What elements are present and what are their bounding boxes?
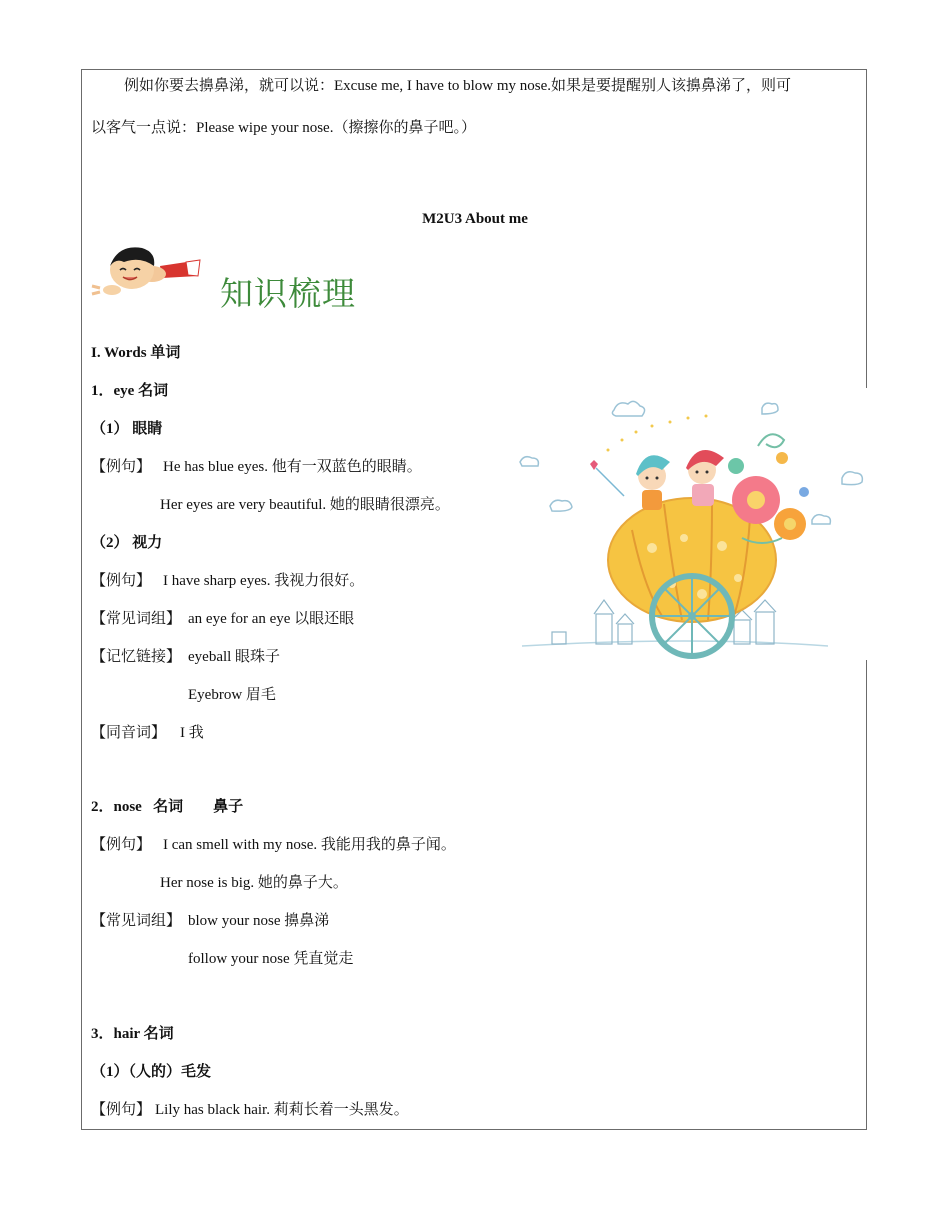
eye-example-tag: 【例句】 <box>91 459 152 475</box>
nose-phrase-tag: 【常见词组】 <box>91 913 182 929</box>
pumpkin-carriage-illustration <box>512 388 874 660</box>
nose-phrase-2: follow your nose 凭直觉走 <box>188 951 354 967</box>
word-hair-head: 3．hair 名词 <box>91 1026 174 1042</box>
eye-example-2: Her eyes are very beautiful. 她的眼睛很漂亮。 <box>160 497 450 513</box>
words-heading: I. Words 单词 <box>91 345 181 361</box>
nose-phrase-1: blow your nose 擤鼻涕 <box>188 913 330 929</box>
eye-homophone-tag: 【同音词】 <box>91 725 167 741</box>
eye-example-1: He has blue eyes. 他有一双蓝色的眼睛。 <box>163 459 422 475</box>
eye-sense-2: （2） 视力 <box>91 535 163 551</box>
intro-line-1: 例如你要去擤鼻涕，就可以说：Excuse me, I have to blow my nose.如果是要提醒别人该擤鼻涕了，则可 <box>124 78 792 94</box>
section-heading: 知识梳理 <box>220 274 356 313</box>
page-title: M2U3 About me <box>422 211 528 227</box>
eye-phrase-tag: 【常见词组】 <box>91 611 182 627</box>
eye-example-3: I have sharp eyes. 我视力很好。 <box>163 573 365 589</box>
nose-example-tag: 【例句】 <box>91 837 152 853</box>
eye-memory-2: Eyebrow 眉毛 <box>188 687 276 703</box>
flying-boy-illustration <box>90 244 205 306</box>
intro-line-2: 以客气一点说：Please wipe your nose.（擦擦你的鼻子吧。） <box>91 120 476 136</box>
hair-example-tag: 【例句】 <box>91 1102 152 1118</box>
eye-memory-tag: 【记忆链接】 <box>91 649 182 665</box>
hair-example-1: Lily has black hair. 莉莉长着一头黑发。 <box>155 1102 409 1118</box>
nose-example-2: Her nose is big. 她的鼻子大。 <box>160 875 348 891</box>
eye-phrase: an eye for an eye 以眼还眼 <box>188 611 355 627</box>
eye-memory-1: eyeball 眼珠子 <box>188 649 281 665</box>
hair-sense-1: （1）（人的）毛发 <box>91 1064 212 1080</box>
word-eye-head: 1．eye 名词 <box>91 383 169 399</box>
nose-example-1: I can smell with my nose. 我能用我的鼻子闻。 <box>163 837 456 853</box>
eye-sense-1: （1） 眼睛 <box>91 421 163 437</box>
word-nose-head: 2．nose 名词 鼻子 <box>91 799 244 815</box>
eye-example-tag-2: 【例句】 <box>91 573 152 589</box>
eye-homophone: I 我 <box>180 725 204 741</box>
